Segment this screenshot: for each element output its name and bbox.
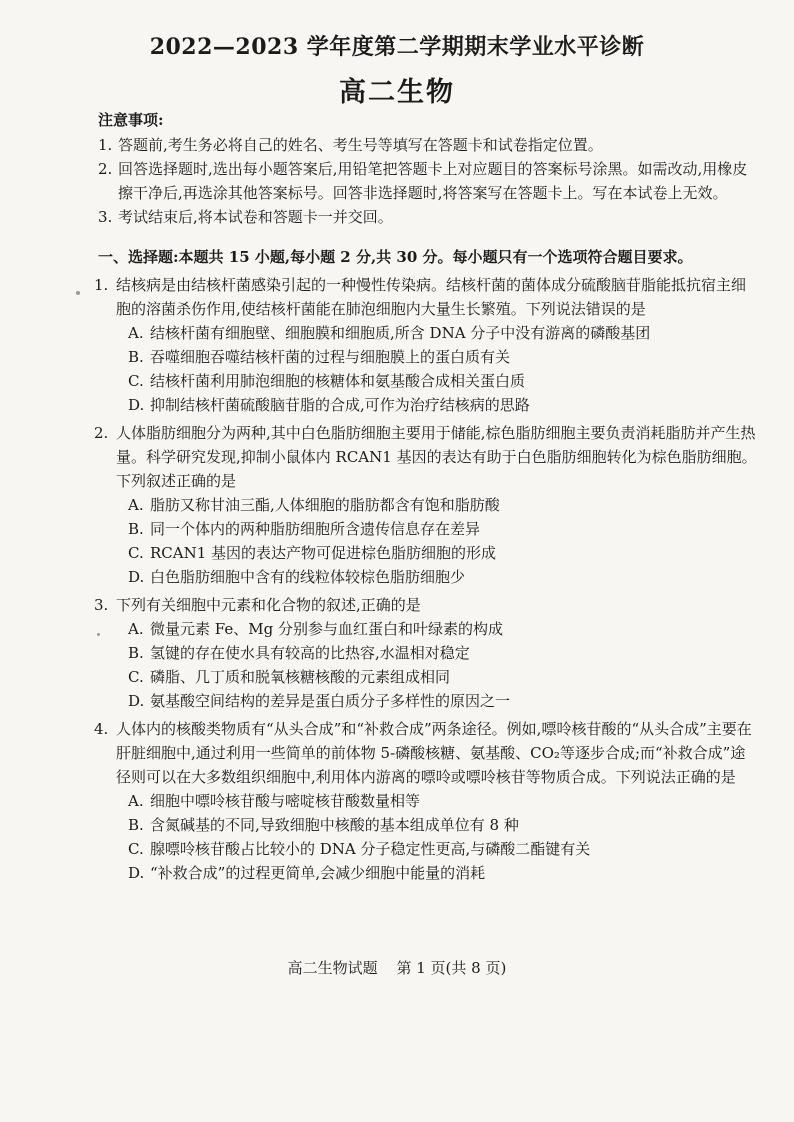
question-number: 4. xyxy=(94,720,109,738)
option-letter: B. xyxy=(128,520,144,538)
exam-title: 2022—2023 学年度第二学期期末学业水平诊断 xyxy=(149,34,645,60)
footer-page-number: 第 1 页(共 8 页) xyxy=(396,959,507,977)
question-3 xyxy=(94,593,758,713)
option-letter: B. xyxy=(128,644,144,662)
section-heading: 一、选择题:本题共 15 小题,每小题 2 分,共 30 分。每小题只有一个选项符合题目要求。 xyxy=(98,248,693,266)
option-text: 白色脂肪细胞中含有的线粒体较棕色脂肪细胞少 xyxy=(150,568,466,586)
option-b xyxy=(98,641,758,665)
option-text: 腺嘌呤核苷酸占比较小的 DNA 分子稳定性更高,与磷酸二酯键有关 xyxy=(150,840,591,858)
option-text: 微量元素 Fe、Mg 分别参与血红蛋白和叶绿素的构成 xyxy=(150,620,503,638)
option-c xyxy=(98,665,758,689)
option-d xyxy=(98,861,758,885)
option-text: 结核杆菌有细胞壁、细胞膜和细胞质,所含 DNA 分子中没有游离的磷酸基团 xyxy=(150,324,651,342)
scan-speck xyxy=(76,291,80,295)
option-text: 脂肪又称甘油三酯,人体细胞的脂肪都含有饱和脂肪酸 xyxy=(150,496,500,514)
notice-item-number: 3. xyxy=(98,208,113,226)
option-letter: B. xyxy=(128,348,144,366)
question-stem xyxy=(94,717,758,789)
option-text: 抑制结核杆菌硫酸脑苷脂的合成,可作为治疗结核病的思路 xyxy=(150,396,530,414)
option-letter: A. xyxy=(128,792,144,810)
option-text: “补救合成”的过程更简单,会减少细胞中能量的消耗 xyxy=(150,864,486,882)
option-letter: D. xyxy=(128,692,145,710)
footer-subject: 高二生物试题 xyxy=(287,959,378,977)
option-text: RCAN1 基因的表达产物可促进棕色脂肪细胞的形成 xyxy=(150,544,497,562)
notice-item-number: 2. xyxy=(98,160,113,178)
notice-heading: 注意事项: xyxy=(98,111,164,129)
option-d xyxy=(98,565,758,589)
option-letter: A. xyxy=(128,620,144,638)
option-text: 吞噬细胞吞噬结核杆菌的过程与细胞膜上的蛋白质有关 xyxy=(150,348,511,366)
option-letter: D. xyxy=(128,864,145,882)
subject-title: 高二生物 xyxy=(339,77,455,108)
question-4 xyxy=(94,717,758,885)
page-footer xyxy=(0,957,794,978)
question-number: 3. xyxy=(94,596,109,614)
option-d xyxy=(98,393,758,417)
option-b xyxy=(98,813,758,837)
option-letter: C. xyxy=(128,840,144,858)
option-letter: D. xyxy=(128,396,145,414)
option-c xyxy=(98,837,758,861)
notice-item xyxy=(98,205,758,229)
option-b xyxy=(98,345,758,369)
option-letter: A. xyxy=(128,496,144,514)
option-c xyxy=(98,369,758,393)
question-stem xyxy=(94,273,758,321)
notice-section xyxy=(98,108,758,229)
option-a xyxy=(98,493,758,517)
question-text: 人体脂肪细胞分为两种,其中白色脂肪细胞主要用于储能,棕色脂肪细胞主要负责消耗脂肪并产生热量。科学研究发现,抑制小鼠体内 RCAN1 基因的表达有助于白色脂肪细胞转化为棕色脂肪细胞。下列叙述正确的是 xyxy=(116,424,757,490)
option-text: 同一个体内的两种脂肪细胞所含遗传信息存在差异 xyxy=(150,520,481,538)
option-b xyxy=(98,517,758,541)
option-c xyxy=(98,541,758,565)
option-letter: C. xyxy=(128,668,144,686)
notice-item xyxy=(98,133,758,157)
option-letter: C. xyxy=(128,372,144,390)
option-text: 氨基酸空间结构的差异是蛋白质分子多样性的原因之一 xyxy=(150,692,511,710)
option-d xyxy=(98,689,758,713)
page-content xyxy=(94,108,758,885)
option-letter: D. xyxy=(128,568,145,586)
question-1 xyxy=(94,273,758,417)
question-stem xyxy=(94,593,758,617)
option-text: 结核杆菌利用肺泡细胞的核糖体和氨基酸合成相关蛋白质 xyxy=(150,372,526,390)
notice-item-text: 答题前,考生务必将自己的姓名、考生号等填写在答题卡和试卷指定位置。 xyxy=(118,136,603,154)
notice-item-text: 回答选择题时,选出每小题答案后,用铅笔把答题卡上对应题目的答案标号涂黑。如需改动,用橡皮擦干净后,再选涂其他答案标号。回答非选择题时,将答案写在答题卡上。写在本试卷上无效。 xyxy=(118,160,748,202)
question-text: 人体内的核酸类物质有“从头合成”和“补救合成”两条途径。例如,嘌呤核苷酸的“从头合成”主要在肝脏细胞中,通过利用一些简单的前体物 5-磷酸核糖、氨基酸、CO₂等逐步合成;而“补救合成”途径则可以在大多数组织细胞中,利用体内游离的嘌呤或嘌呤核苷等物质合成。下列说法正确的是 xyxy=(116,720,752,786)
scan-speck xyxy=(97,633,100,636)
question-number: 1. xyxy=(94,276,109,294)
option-letter: C. xyxy=(128,544,144,562)
question-number: 2. xyxy=(94,424,109,442)
question-text: 结核病是由结核杆菌感染引起的一种慢性传染病。结核杆菌的菌体成分硫酸脑苷脂能抵抗宿主细胞的溶菌杀伤作用,使结核杆菌能在肺泡细胞内大量生长繁殖。下列说法错误的是 xyxy=(116,276,747,318)
option-text: 磷脂、几丁质和脱氧核糖核酸的元素组成相同 xyxy=(150,668,451,686)
notice-item-number: 1. xyxy=(98,136,113,154)
option-text: 细胞中嘌呤核苷酸与嘧啶核苷酸数量相等 xyxy=(150,792,421,810)
question-stem xyxy=(94,421,758,493)
option-text: 含氮碱基的不同,导致细胞中核酸的基本组成单位有 8 种 xyxy=(150,816,519,834)
option-letter: B. xyxy=(128,816,144,834)
question-text: 下列有关细胞中元素和化合物的叙述,正确的是 xyxy=(116,596,421,614)
question-2 xyxy=(94,421,758,589)
option-a xyxy=(98,321,758,345)
option-a xyxy=(98,789,758,813)
option-a xyxy=(98,617,758,641)
option-text: 氢键的存在使水具有较高的比热容,水温相对稳定 xyxy=(150,644,470,662)
notice-item xyxy=(98,157,758,205)
option-letter: A. xyxy=(128,324,144,342)
notice-item-text: 考试结束后,将本试卷和答题卡一并交回。 xyxy=(118,208,393,226)
